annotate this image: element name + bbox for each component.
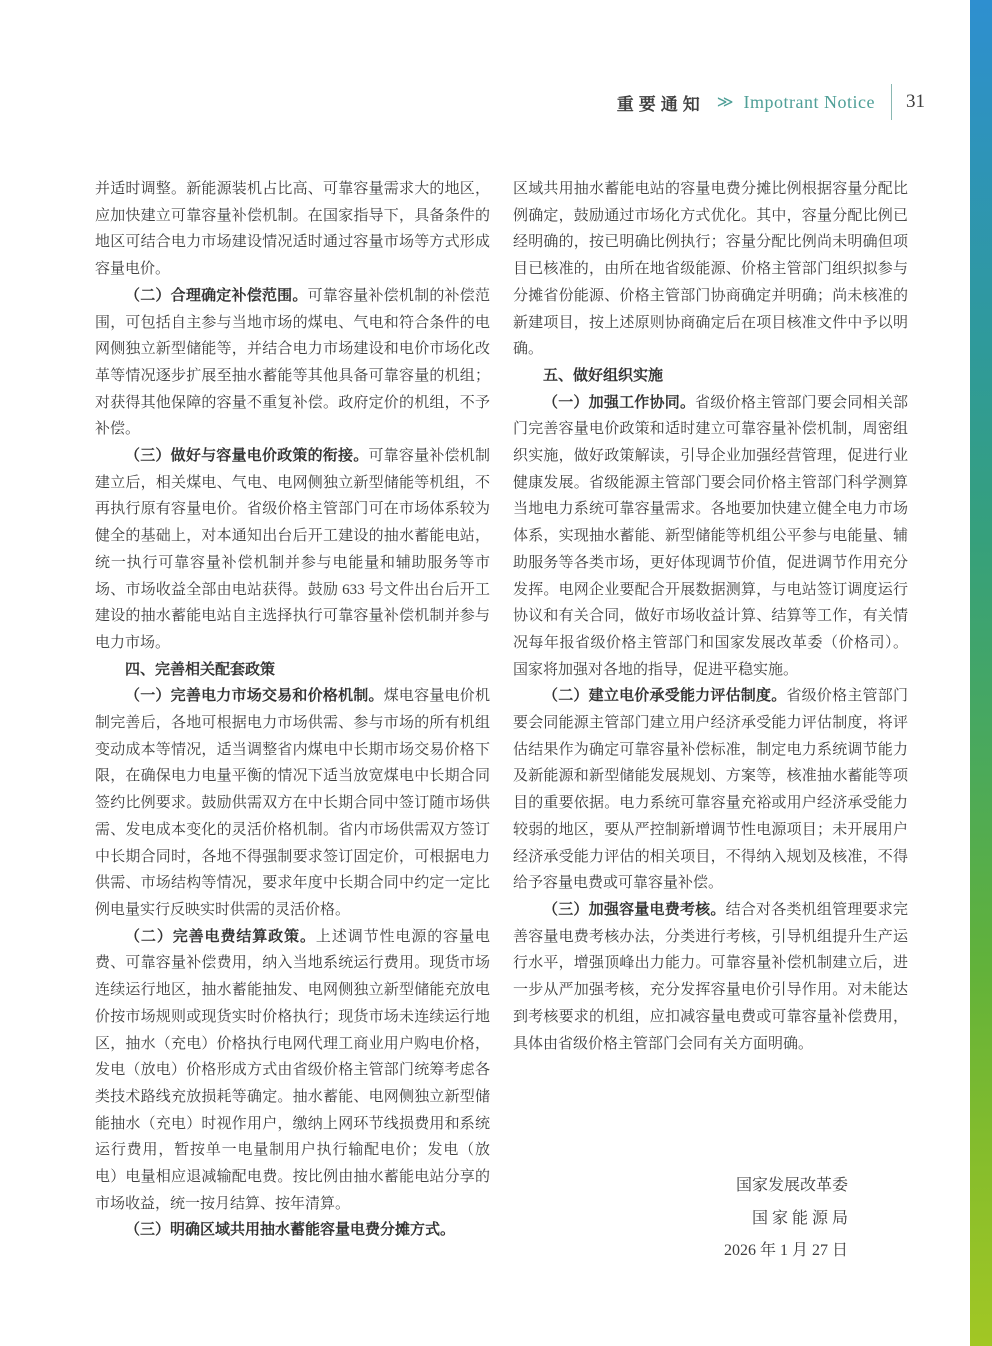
paragraph-text: 上述调节性电源的容量电费、可靠容量补偿费用，纳入当地系统运行费用。现货市场连续运行地区，抽水蓄能抽发、电网侧独立新型储能充放电价按市场规则或现货实时价格执行；现货市场未连续运行地区，抽水（充电）价格执行电网代理工商业用户购电价格，发电（放电）价格形成方式由省级价格主管部门统筹考虑各类技术路线充放损耗等确定。抽水蓄能、电网侧独立新型储能抽水（充电）时视作用户，缴纳上网环节线损费用和系统运行费用，暂按单一电量制用户执行输配电价；发电（放电）电量相应退减输配电费。按比例由抽水蓄能电站分享的市场收益，统一按月结算、按年清算。 <box>95 928 490 1212</box>
section-heading-text: 四、完善相关配套政策 <box>125 660 276 678</box>
signature-block <box>513 1170 908 1268</box>
paragraph <box>513 176 908 363</box>
section-heading-text: 五、做好组织实施 <box>543 366 664 384</box>
right-column <box>513 176 908 1057</box>
paragraph-lead: （二）合理确定补偿范围。 <box>125 286 308 304</box>
page-number: 31 <box>906 91 925 112</box>
paragraph-text: 省级价格主管部门要会同能源主管部门建立用户经济承受能力评估制度，将评估结果作为确定可靠容量补偿标准，制定电力系统调节能力及新能源和新型储能发展规划、方案等，核准抽水蓄能等项目的重要依据。电力系统可靠容量充裕或用户经济承受能力较弱的地区，要从严控制新增调节性电源项目；未开展用户经济承受能力评估的相关项目，不得纳入规划及核准，不得给予容量电费或可靠容量补偿。 <box>513 688 908 892</box>
paragraph <box>513 390 908 684</box>
paragraph-text: 煤电容量电价机制完善后，各地可根据电力市场供需、参与市场的所有机组变动成本等情况，适当调整省内煤电中长期市场交易价格下限，在确保电力电量平衡的情况下适当放宽煤电中长期合同签约比例要求。鼓励供需双方在中长期合同中签订随市场供需、发电成本变化的灵活价格机制。省内市场供需双方签订中长期合同时，各地不得强制要求签订固定价，可根据电力供需、市场结构等情况，要求年度中长期合同中约定一定比例电量实行反映实时供需的灵活价格。 <box>95 688 490 918</box>
paragraph-lead: （三）做好与容量电价政策的衔接。 <box>125 447 369 465</box>
paragraph <box>95 176 490 283</box>
paragraph-text: 结合对各类机组管理要求完善容量电费考核办法，分类进行考核，引导机组提升生产运行水平，增强顶峰出力能力。可靠容量补偿机制建立后，进一步从严加强考核，充分发挥容量电价引导作用。对未能达到考核要求的机组，应扣减容量电费或可靠容量补偿费用，具体由省级价格主管部门会同有关方面明确。 <box>513 901 908 1052</box>
paragraph-lead: （一）完善电力市场交易和价格机制。 <box>125 687 384 705</box>
paragraph <box>513 897 908 1057</box>
section-heading <box>513 363 908 390</box>
section-heading <box>95 657 490 684</box>
paragraph-lead: （三）加强容量电费考核。 <box>543 900 726 918</box>
page-header <box>0 82 925 122</box>
paragraph <box>95 1217 490 1244</box>
paragraph <box>513 683 908 897</box>
paragraph-lead: （二）建立电价承受能力评估制度。 <box>543 687 787 705</box>
signature-issuer-2: 国 家 能 源 局 <box>751 1209 848 1227</box>
signature-issuer-1: 国家发展改革委 <box>735 1177 848 1194</box>
paragraph <box>95 683 490 923</box>
header-title-zh: 重要通知 <box>616 94 705 114</box>
paragraph-text: 省级价格主管部门要会同相关部门完善容量电价政策和适时建立可靠容量补偿机制，周密组织实施，做好政策解读，引导企业加强经营管理，促进行业健康发展。省级能源主管部门要会同价格主管部门科学测算当地电力系统可靠容量需求。各地要加快建立健全电力市场体系，实现抽水蓄能、新型储能等机组公平参与电能量、辅助服务等各类市场，更好体现调节价值，促进调节作用充分发挥。电网企业要配合开展数据测算，与电站签订调度运行协议和有关合同，做好市场收益计算、结算等工作，有关情况每年报省级价格主管部门和国家发展改革委（价格司）。国家将加强对各地的指导，促进平稳实施。 <box>513 394 908 678</box>
paragraph-text: 并适时调整。新能源装机占比高、可靠容量需求大的地区，应加快建立可靠容量补偿机制。在国家指导下，具备条件的地区可结合电力市场建设情况适时通过容量市场等方式形成容量电价。 <box>95 181 490 278</box>
paragraph-lead: （二）完善电费结算政策。 <box>125 927 316 945</box>
edge-gradient-bar <box>970 0 992 1346</box>
paragraph-text: 可靠容量补偿机制的补偿范围，可包括自主参与当地市场的煤电、气电和符合条件的电网侧独立新型储能等，并结合电力市场建设和电价市场化改革等情况逐步扩展至抽水蓄能等其他具备可靠容量的机组；对获得其他保障的容量不重复补偿。政府定价的机组，不予补偿。 <box>95 287 490 438</box>
paragraph-text: 可靠容量补偿机制建立后，相关煤电、气电、电网侧独立新型储能等机组，不再执行原有容量电价。省级价格主管部门可在市场体系较为健全的基础上，对本通知出台后开工建设的抽水蓄能电站，统一执行可靠容量补偿机制并参与电能量和辅助服务等市场、市场收益全部由电站获得。鼓励 633 号文件出台后开工建设的抽水蓄能电站自主选择执行可靠容量补偿机制并参与电力市场。 <box>95 448 490 651</box>
paragraph <box>95 443 490 657</box>
left-column <box>95 176 490 1244</box>
paragraph-lead: （三）明确区域共用抽水蓄能容量电费分摊方式。 <box>125 1221 456 1239</box>
paragraph <box>95 283 490 443</box>
header-divider <box>891 84 892 120</box>
double-chevron-icon: ≫ <box>716 94 734 111</box>
header-title-en: Impotrant Notice <box>743 91 875 112</box>
paragraph <box>95 924 490 1218</box>
paragraph-lead: （一）加强工作协同。 <box>543 393 696 411</box>
signature-date: 2026 年 1 月 27 日 <box>723 1242 848 1259</box>
paragraph-text: 区域共用抽水蓄能电站的容量电费分摊比例根据容量分配比例确定，鼓励通过市场化方式优化。其中，容量分配比例已经明确的，按已明确比例执行；容量分配比例尚未明确但项目已核准的，由所在地省级能源、价格主管部门组织拟参与分摊省份能源、价格主管部门协商确定并明确；尚未核准的新建项目，按上述原则协商确定后在项目核准文件中予以明确。 <box>513 181 908 358</box>
